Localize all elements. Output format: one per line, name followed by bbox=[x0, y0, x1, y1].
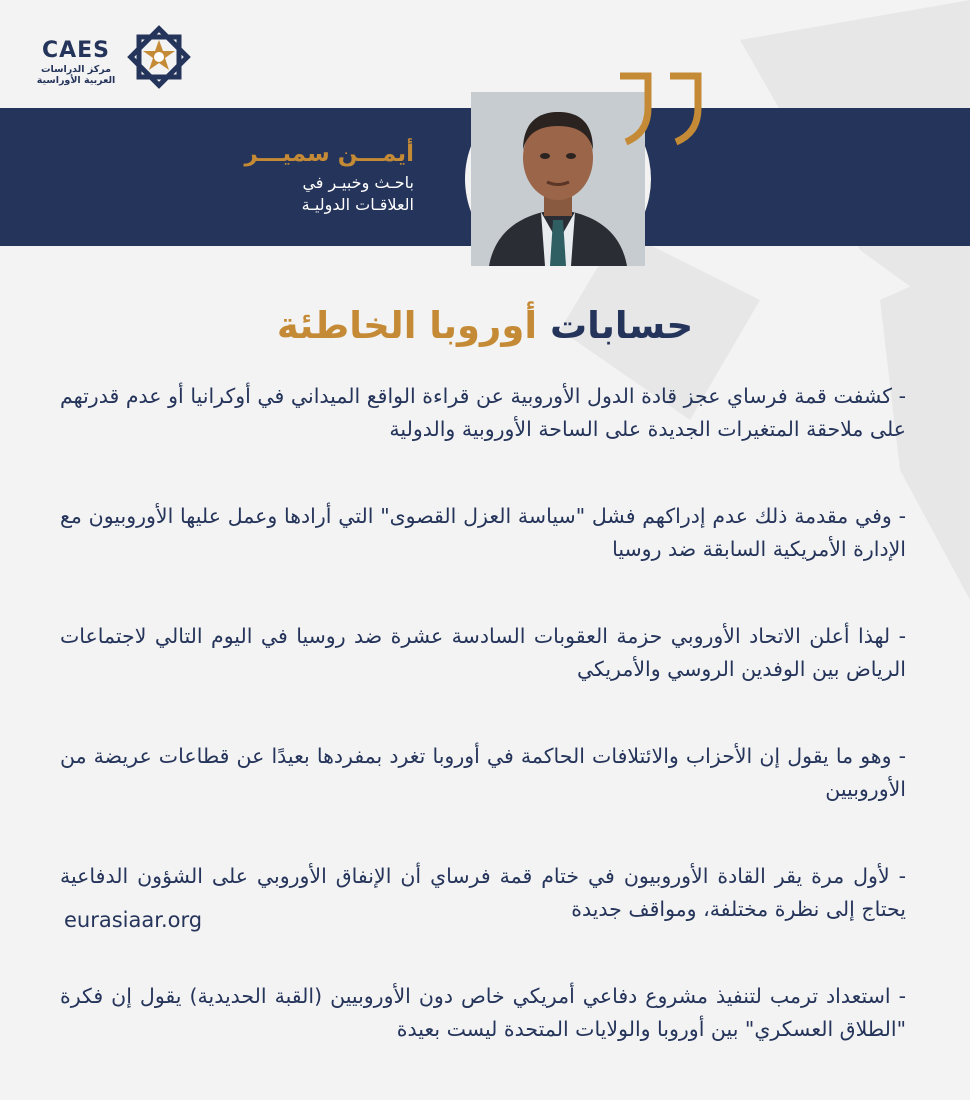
bullet-point: - استعداد ترمب لتنفيذ مشروع دفاعي أمريكي خاص دون الأوروبيين (القبة الحديدية) يقول إن فكرة "الطلاق العسكري" بين أوروبا والولايات المتحدة ليست بعيدة bbox=[60, 984, 906, 1041]
headline-accent-part: أوروبا الخاطئة bbox=[276, 304, 538, 347]
headline bbox=[0, 300, 970, 352]
author-title: باحـث وخبيـر في العلاقـات الدوليـة bbox=[301, 173, 414, 214]
website-link[interactable]: eurasiaar.org bbox=[64, 908, 203, 932]
headline-dark-part: حسابات bbox=[549, 304, 694, 347]
bullet-point: - وهو ما يقول إن الأحزاب والائتلافات الحاكمة في أوروبا تغرد بمفردها بعيدًا عن قطاعات عريضة من الأوروبيين bbox=[60, 744, 906, 801]
bullet-point: - وفي مقدمة ذلك عدم إدراكهم فشل "سياسة العزل القصوى" التي أرادها وعمل عليها الأوروبيون مع الإدارة الأمريكية السابقة ضد روسيا bbox=[60, 504, 906, 561]
bullet-point: - كشفت قمة فرساي عجز قادة الدول الأوروبية عن قراءة الواقع الميداني في أوكرانيا أو عدم قدرتهم على ملاحقة المتغيرات الجديدة على الساحة الأوروبية والدولية bbox=[60, 384, 906, 441]
logo-abbreviation: CAES bbox=[41, 38, 111, 63]
bullet-points bbox=[60, 380, 906, 1100]
eight-point-star-icon bbox=[126, 24, 192, 90]
bullet-point: - لأول مرة يقر القادة الأوروبيون في ختام قمة فرساي أن الإنفاق الأوروبي على الشؤون الدفاعية يحتاج إلى نظرة مختلفة، ومواقف جديدة bbox=[60, 864, 906, 921]
quote-mark-icon bbox=[612, 68, 712, 148]
bullet-point: - لهذا أعلن الاتحاد الأوروبي حزمة العقوبات السادسة عشرة ضد روسيا في اليوم التالي لاجتماعات الرياض بين الوفدين الروسي والأمريكي bbox=[60, 624, 906, 681]
caes-logo[interactable] bbox=[36, 24, 196, 94]
logo-center-name: مركز الدراسات العربية الأوراسية bbox=[36, 64, 116, 86]
author-name: أيمـــن سميـــر bbox=[244, 141, 414, 167]
